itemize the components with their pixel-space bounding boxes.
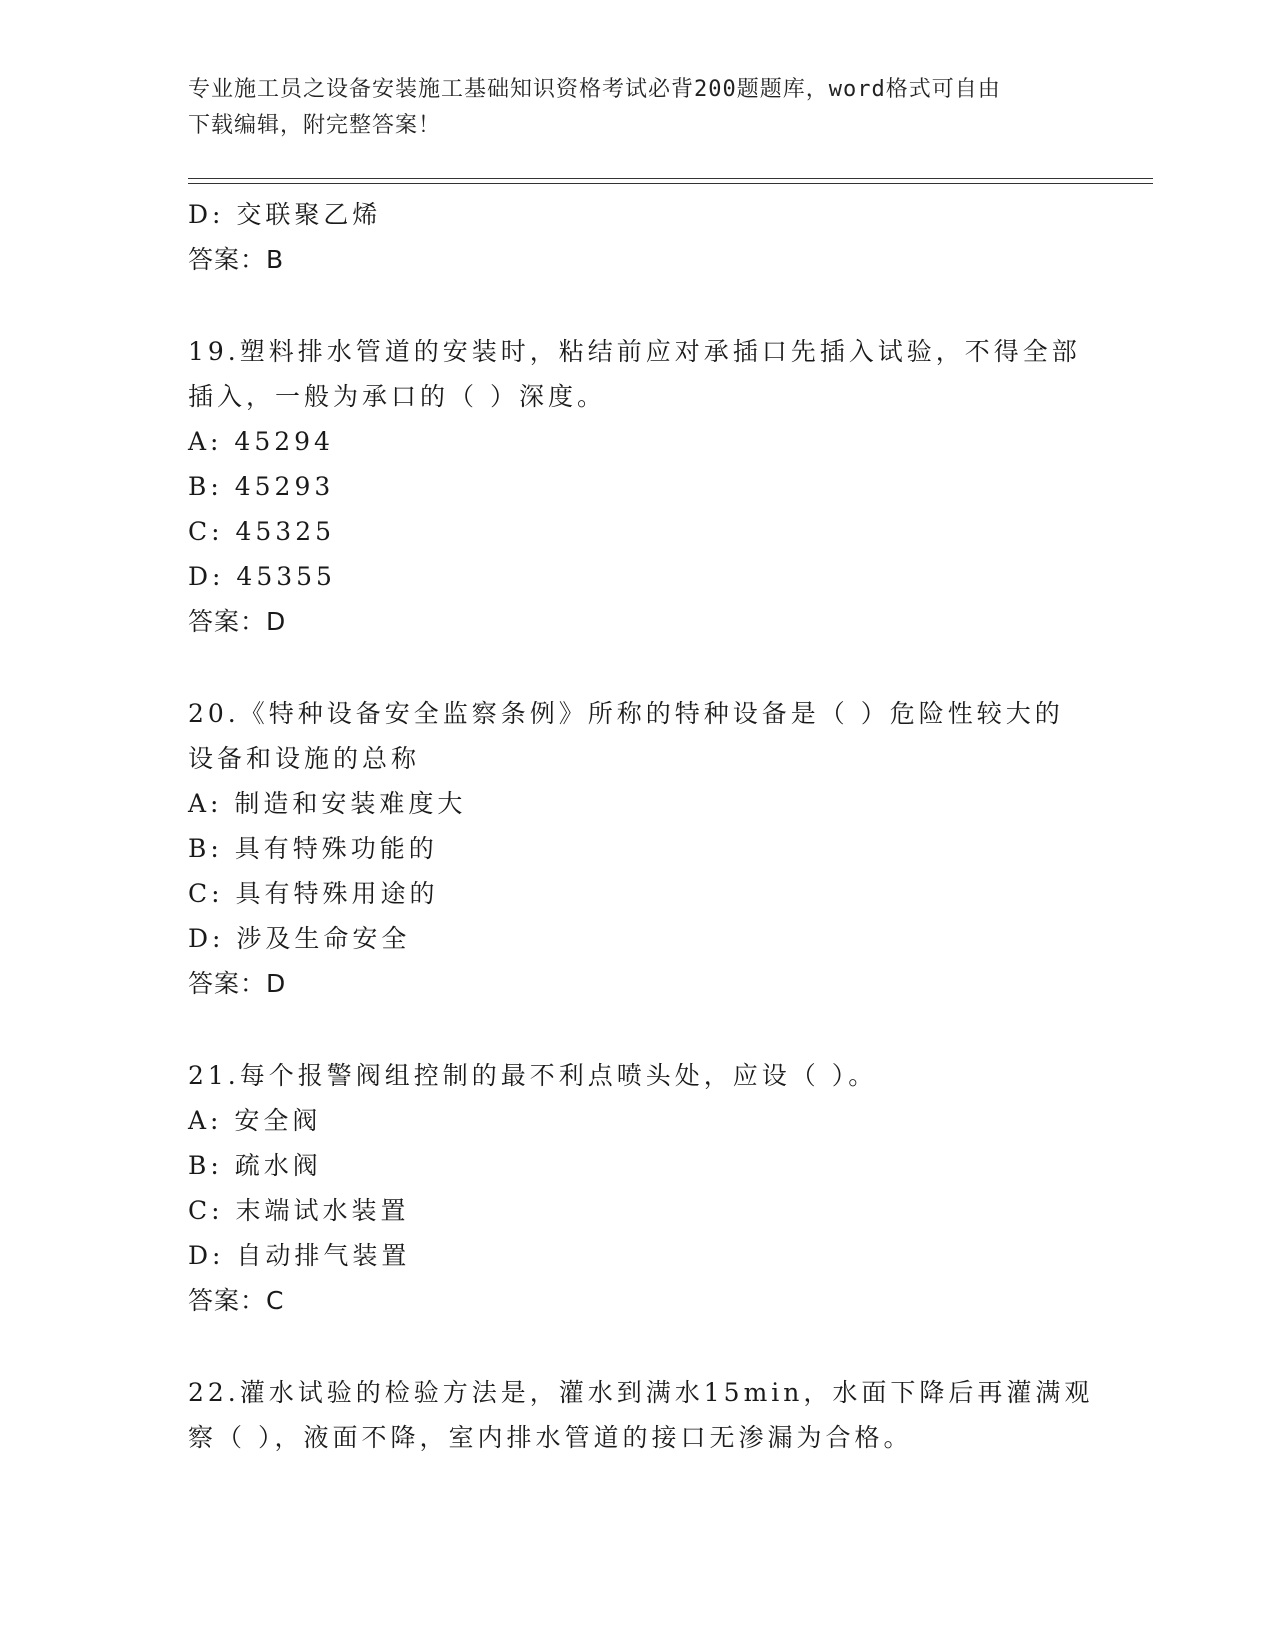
spacer [188, 282, 1088, 329]
option-d: D: 涉及生命安全 [188, 924, 411, 953]
option-a: A: 45294 [188, 427, 334, 456]
header-rule-top [188, 178, 1153, 179]
header-line-1: 专业施工员之设备安装施工基础知识资格考试必背200题题库，word格式可自由 [188, 77, 1001, 102]
question-20 [188, 691, 1088, 1006]
question-stem-line: 设备和设施的总称 [188, 744, 421, 773]
answer: 答案：D [188, 607, 287, 636]
spacer [188, 1323, 1088, 1370]
prev-option-d: D: 交联聚乙烯 [188, 200, 382, 229]
question-list [188, 192, 1094, 1460]
question-stem-line: 20.《特种设备安全监察条例》所称的特种设备是（ ）危险性较大的 [188, 699, 1064, 728]
question-22 [188, 1370, 1094, 1460]
header-line-2: 下载编辑，附完整答案！ [188, 113, 442, 138]
option-c: C: 具有特殊用途的 [188, 879, 439, 908]
option-d: D: 自动排气装置 [188, 1241, 411, 1270]
answer: 答案：D [188, 969, 287, 998]
question-stem-line: 19.塑料排水管道的安装时，粘结前应对承插口先插入试验，不得全部 [188, 337, 1081, 366]
option-a: A: 安全阀 [188, 1106, 322, 1135]
option-a: A: 制造和安装难度大 [188, 789, 467, 818]
answer: 答案：C [188, 1286, 285, 1315]
question-stem-line: 22.灌水试验的检验方法是，灌水到满水15min，水面下降后再灌满观 [188, 1378, 1094, 1407]
option-d: D: 45355 [188, 562, 336, 591]
question-21 [188, 1053, 1088, 1323]
header-rule-bottom [188, 183, 1153, 184]
question-stem-line: 插入，一般为承口的（ ）深度。 [188, 382, 606, 411]
question-stem-line: 察（ ），液面不降，室内排水管道的接口无渗漏为合格。 [188, 1423, 913, 1452]
option-c: C: 45325 [188, 517, 336, 546]
option-b: B: 具有特殊功能的 [188, 834, 438, 863]
option-c: C: 末端试水装置 [188, 1196, 410, 1225]
prev-answer: 答案：B [188, 245, 285, 274]
spacer [188, 644, 1088, 691]
document-header [188, 72, 1068, 144]
option-b: B: 45293 [188, 472, 335, 501]
question-19 [188, 329, 1088, 644]
option-b: B: 疏水阀 [188, 1151, 322, 1180]
spacer [188, 1006, 1088, 1053]
question-stem-line: 21.每个报警阀组控制的最不利点喷头处，应设（ ）。 [188, 1061, 878, 1090]
